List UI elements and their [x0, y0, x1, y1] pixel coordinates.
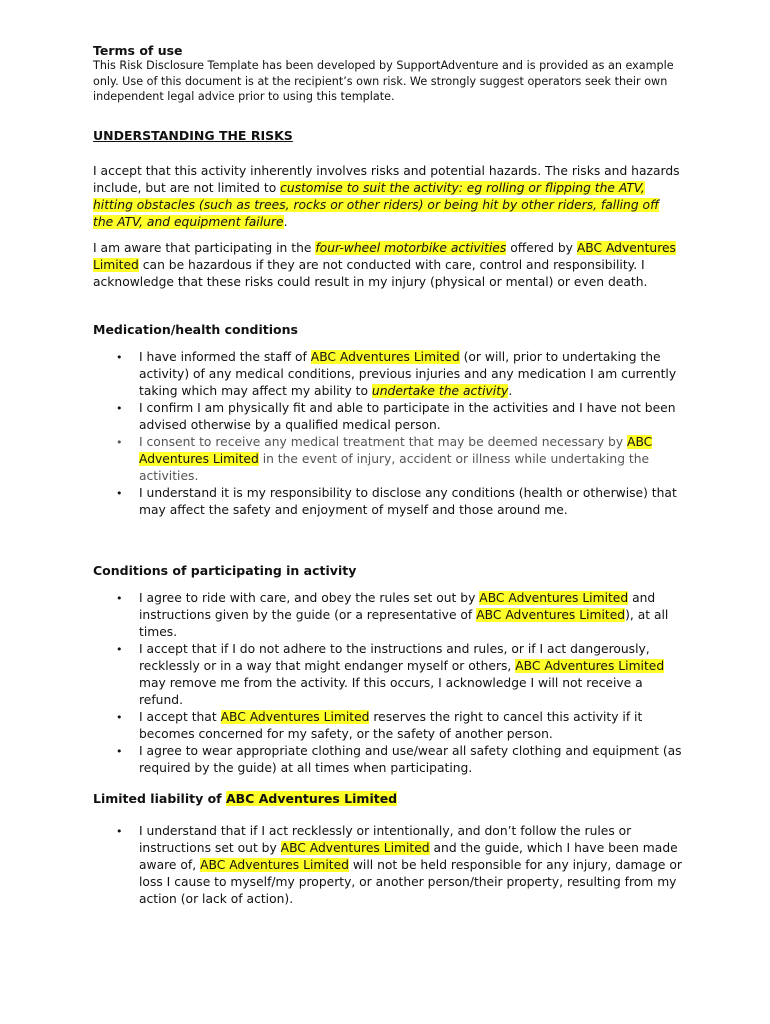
liability-heading-highlight: ABC Adventures Limited: [225, 791, 398, 806]
item-text: .: [508, 384, 513, 398]
liability-heading: [93, 791, 683, 806]
terms-text: This Risk Disclosure Template has been developed by SupportAdventure and is provided as an example only. Use of this document is at the recipient’s own risk. We strongly suggest operators seek their own independent legal advice prior to using this template.: [93, 59, 674, 103]
item-text: I understand it is my responsibility to disclose any conditions (health or otherwise) that may affect the safety and enjoyment of myself and those around me.: [139, 486, 677, 517]
list-item: [93, 641, 683, 709]
risks-p2-company-highlight: ABC Adventures Limited: [93, 241, 676, 272]
risks-p2-activity-highlight: four-wheel motorbike activities: [315, 241, 507, 255]
risks-heading: UNDERSTANDING THE RISKS: [93, 128, 293, 143]
company-highlight: ABC Adventures Limited: [200, 858, 349, 872]
company-highlight: ABC Adventures Limited: [310, 350, 460, 364]
item-text: ), at all times.: [139, 608, 669, 639]
item-text: I consent to receive any medical treatment that may be deemed necessary by: [139, 435, 628, 449]
item-text: may remove me from the activity. If this occurs, I acknowledge I will not receive a refund.: [139, 676, 643, 707]
item-text: and the guide, which I have been made aware of,: [139, 841, 678, 872]
company-highlight: ABC Adventures Limited: [476, 608, 626, 622]
item-text: I understand that if I act recklessly or intentionally, and don’t follow the rules or instructions set out by: [139, 824, 632, 855]
medication-heading: Medication/health conditions: [93, 322, 298, 337]
activity-highlight: undertake the activity: [371, 384, 509, 398]
conditions-heading: Conditions of participating in activity: [93, 563, 357, 578]
item-text: will not be held responsible for any injury, damage or loss I cause to myself/my property, or another person/their property, resulting from my action (or lack of action).: [139, 858, 682, 906]
company-highlight: ABC Adventures Limited: [139, 435, 653, 466]
item-text: I agree to ride with care, and obey the rules set out by: [139, 591, 480, 605]
item-text: I accept that if I do not adhere to the instructions and rules, or if I act dangerously, recklessly or in a way that might endanger myself or others,: [139, 642, 650, 673]
medication-list: [93, 349, 683, 519]
risks-p2-text-a: I am aware that participating in the: [93, 241, 316, 255]
risks-paragraph-2: [93, 240, 683, 291]
terms-title: Terms of use: [93, 43, 183, 58]
list-item: [93, 485, 683, 519]
risks-paragraph-1: [93, 163, 683, 231]
risks-p2-text-b: offered by: [506, 241, 577, 255]
item-text: I have informed the staff of: [139, 350, 311, 364]
risks-p1-text: I accept that this activity inherently involves risks and potential hazards. The risks and hazards include, but are not limited to: [93, 164, 680, 195]
item-text: reserves the right to cancel this activity if it becomes concerned for my safety, or the safety of another person.: [139, 710, 643, 741]
company-highlight: ABC Adventures Limited: [280, 841, 430, 855]
terms-section: [93, 43, 683, 105]
company-highlight: ABC Adventures Limited: [515, 659, 665, 673]
item-text: I accept that: [139, 710, 221, 724]
risks-p1-highlight: customise to suit the activity: eg rolling or flipping the ATV, hitting obstacles (such as trees, rocks or other riders) or being hit by other riders, falling off the ATV, and equipment failure: [93, 181, 659, 229]
conditions-list: [93, 590, 683, 777]
company-highlight: ABC Adventures Limited: [220, 710, 370, 724]
list-item: [93, 743, 683, 777]
list-item: [93, 434, 683, 485]
list-item: [93, 823, 683, 908]
company-highlight: ABC Adventures Limited: [479, 591, 629, 605]
liability-heading-text: Limited liability of: [93, 791, 226, 806]
list-item: [93, 400, 683, 434]
item-text: in the event of injury, accident or illness while undertaking the activities.: [139, 452, 650, 483]
item-text: and instructions given by the guide (or a representative of: [139, 591, 656, 622]
list-item: [93, 590, 683, 641]
risks-p1-end: .: [283, 215, 288, 229]
item-text: (or will, prior to undertaking the activity) of any medical conditions, previous injuries and any medication I am currently taking which may affect my ability to: [139, 350, 677, 398]
list-item: [93, 709, 683, 743]
risks-p2-text-c: can be hazardous if they are not conducted with care, control and responsibility. I acknowledge that these risks could result in my injury (physical or mental) or even death.: [93, 258, 648, 289]
item-text: I agree to wear appropriate clothing and use/wear all safety clothing and equipment (as required by the guide) at all times when participating.: [139, 744, 682, 775]
item-text: I confirm I am physically fit and able to participate in the activities and I have not been advised otherwise by a qualified medical person.: [139, 401, 676, 432]
list-item: [93, 349, 683, 400]
liability-list: [93, 823, 683, 908]
